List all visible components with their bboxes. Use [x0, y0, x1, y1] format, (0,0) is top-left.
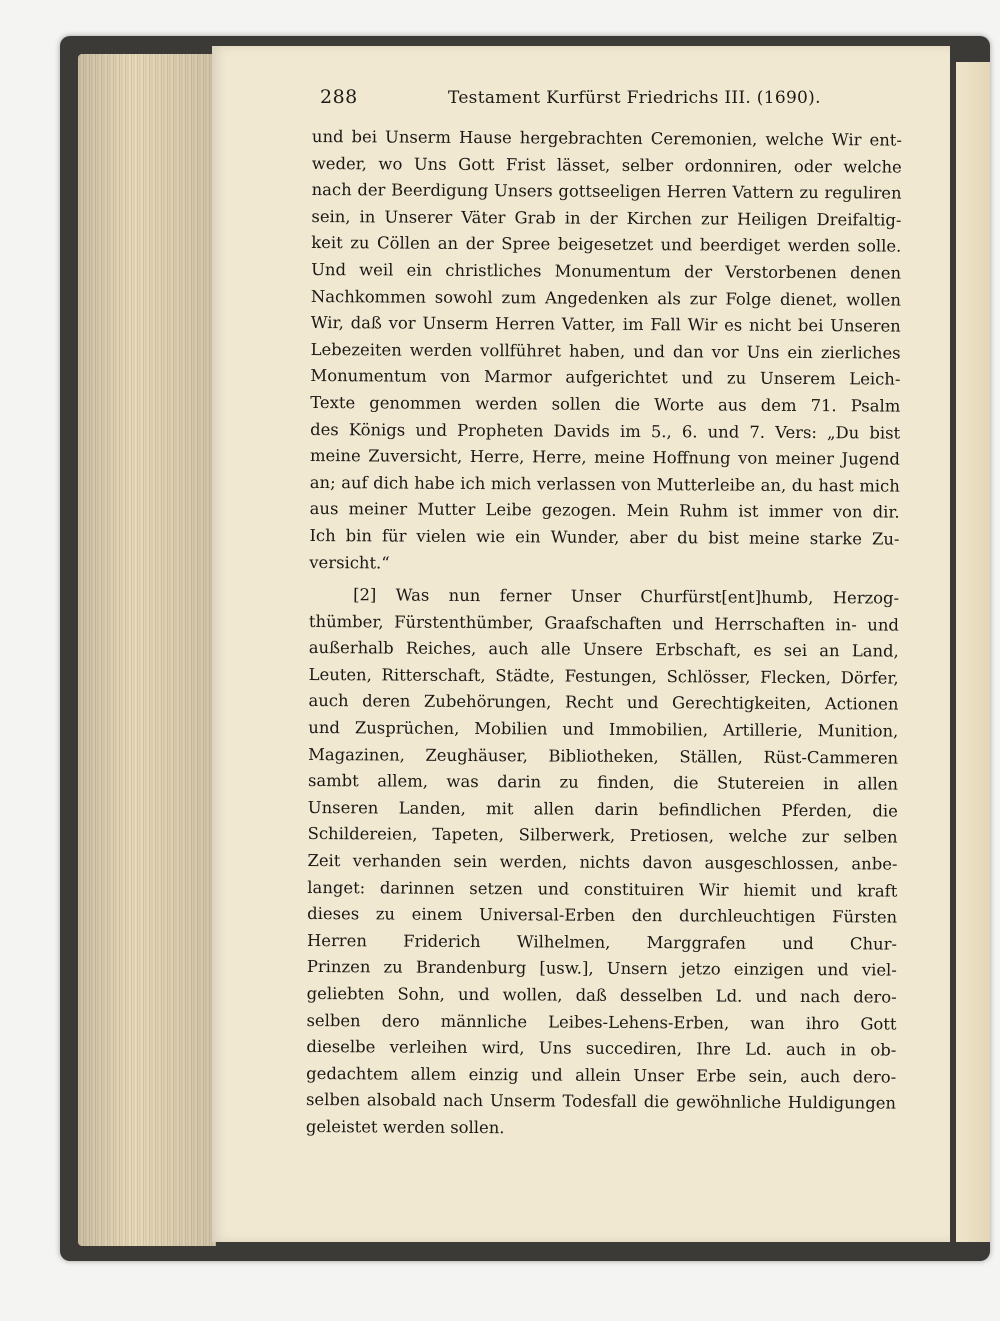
- text-line: Zeit verhanden sein werden, nichts davon ausgeschlossen, anbe-: [307, 851, 898, 874]
- paragraph: [306, 582, 899, 1144]
- text-line: Magazinen, Zeughäuser, Bibliotheken, Ställen, Rüst-Cammeren: [308, 744, 899, 768]
- text-line: Wir, daß vor Unserm Herren Vatter, im Fall Wir es nicht bei Unseren: [310, 313, 901, 336]
- text-line: Nachkommen sowohl zum Angedenken als zur Folge dienet, wollen: [310, 286, 901, 310]
- text-line: Texte genommen werden sollen die Worte aus dem 71. Psalm: [310, 392, 901, 416]
- text-line: meine Zuversicht, Herre, Herre, meine Hoffnung von meiner Jugend: [309, 446, 901, 469]
- paragraph: [309, 124, 902, 580]
- text-line: Herren Friderich Wilhelmen, Marggrafen und Chur-: [306, 930, 898, 954]
- text-line: selben alsobald nach Unserm Todesfall die gewöhnliche Huldigungen: [305, 1090, 897, 1113]
- text-line: Leuten, Ritterschaft, Städte, Festungen, Schlösser, Flecken, Dörfer,: [308, 664, 899, 688]
- body-text: [306, 124, 902, 1144]
- text-line: Monumentum von Marmor aufgerichtet und zu Unserem Leich-: [310, 366, 901, 389]
- text-line: geleistet werden sollen.: [305, 1116, 505, 1138]
- text-line: weder, wo Uns Gott Frist lässet, selber ordonniren, oder welche: [311, 153, 902, 177]
- text-line: Schildereien, Tapeten, Silberwerk, Pretiosen, welche zur selben: [307, 824, 898, 848]
- text-line: Und weil ein christliches Monumentum der Verstorbenen denen: [311, 259, 902, 283]
- running-title: Testament Kurfürst Friedrichs III. (1690).: [448, 88, 821, 108]
- running-head: [320, 86, 840, 116]
- paragraphs: [306, 124, 902, 1144]
- text-line: an; auf dich habe ich mich verlassen von Mutterleibe an, du hast mich: [309, 472, 900, 496]
- text-line: Prinzen zu Brandenburg [usw.], Unsern jetzo einzigen und viel-: [306, 957, 897, 980]
- text-line: und Zusprüchen, Mobilien und Immobilien, Artillerie, Munition,: [308, 718, 899, 741]
- text-line: langet: darinnen setzen und constituiren Wir hiemit und kraft: [307, 877, 898, 901]
- text-line: dieses zu einem Universal-Erben den durchleuchtigen Fürsten: [307, 904, 898, 927]
- text-line: sambt allem, was darin zu finden, die Stutereien in allen: [307, 771, 899, 794]
- page-number: 288: [320, 86, 358, 108]
- text-line: und bei Unserm Hause hergebrachten Ceremonien, welche Wir ent-: [311, 126, 902, 150]
- text-line: gedachtem allem einzig und allein Unser Erbe sein, auch dero-: [306, 1063, 897, 1087]
- facing-page-edge: [950, 62, 990, 1242]
- text-line: außerhalb Reiches, auch alle Unsere Erbschaft, es sei an Land,: [308, 638, 899, 661]
- text-line: keit zu Cöllen an der Spree beigesetzet und beerdiget werden solle.: [311, 233, 902, 256]
- text-line: auch deren Zubehörungen, Recht und Gerechtigkeiten, Actionen: [308, 691, 899, 715]
- text-line: Lebezeiten werden vollführet haben, und dan vor Uns ein zierliches: [310, 339, 901, 363]
- text-line: Ich bin für vielen wie ein Wunder, aber du bist meine starke Zu-: [309, 525, 900, 549]
- text-line: aus meiner Mutter Leibe gezogen. Mein Ruhm ist immer von dir.: [309, 499, 900, 522]
- text-line: Unseren Landen, mit allen darin befindlichen Pferden, die: [307, 797, 898, 821]
- text-line: versicht.“: [309, 552, 390, 572]
- text-line: [2] Was nun ferner Unser Churfürst[ent]humb, Herzog-: [353, 585, 900, 608]
- text-line: selben dero männliche Leibes-Lehens-Erben, wan ihro Gott: [306, 1010, 897, 1034]
- text-line: thümber, Fürstenthümber, Graafschaften und Herrschaften in- und: [308, 611, 900, 635]
- text-line: geliebten Sohn, und wollen, daß desselben Ld. und nach dero-: [306, 983, 897, 1007]
- text-line: des Königs und Propheten Davids im 5., 6. und 7. Vers: „Du bist: [310, 419, 901, 443]
- text-line: sein, in Unserer Väter Grab in der Kirchen zur Heiligen Dreifaltig-: [311, 206, 902, 230]
- page-edges: [78, 54, 216, 1246]
- text-line: nach der Beerdigung Unsers gottseeligen Herren Vattern zu reguliren: [311, 180, 902, 203]
- text-line: dieselbe verleihen wird, Uns succediren, Ihre Ld. auch in ob-: [306, 1037, 897, 1060]
